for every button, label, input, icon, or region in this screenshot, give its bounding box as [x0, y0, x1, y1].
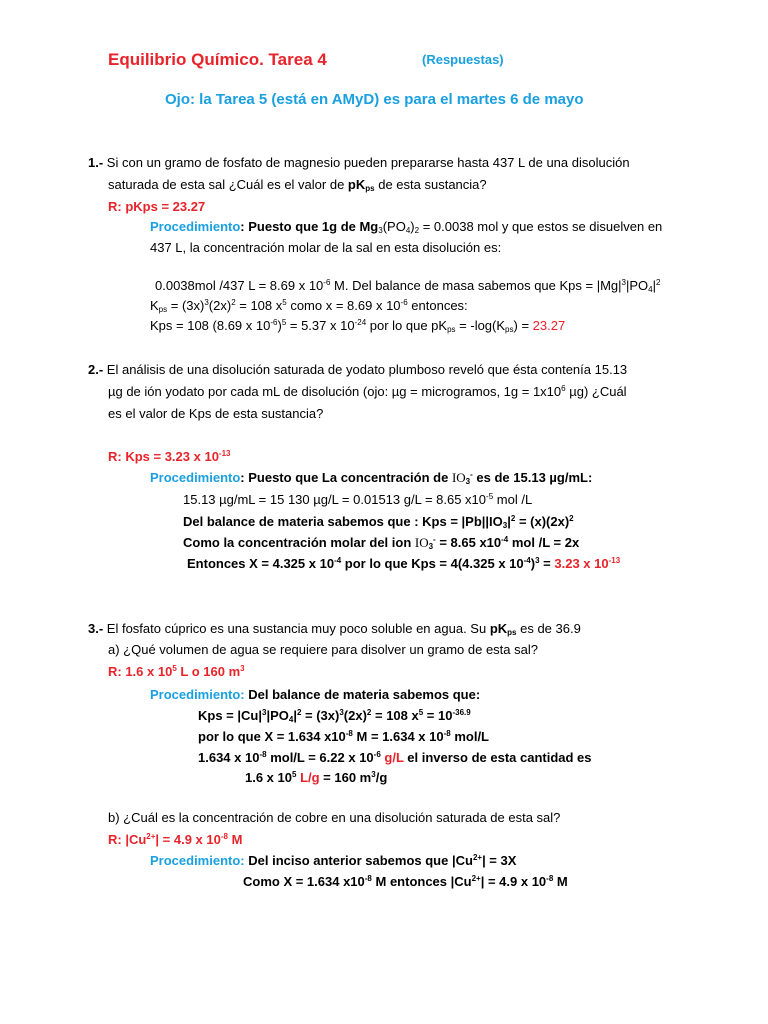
procedure-label: Procedimiento:	[150, 853, 245, 868]
calc-3-5: Como X = 1.634 $x10^{-8}$ M entonces $|Cu^{2+}| = 4.9$ x $10^{-8}$ M	[243, 874, 568, 889]
calc-3-4: 1.6 x $10^5$ L/g = 160 $m^3/g$	[245, 770, 388, 785]
answers-label: (Respuestas)	[422, 52, 504, 67]
question-number: 3.-	[88, 621, 104, 636]
question-number: 1.-	[88, 155, 104, 170]
question-2-text: 2.- El análisis de una disolución saturada de yodato plumboso reveló que ésta contenía 15.13	[88, 362, 628, 377]
question-1-text-2: saturada de esta sal ¿Cuál es el valor de $pK_{ps}$ de esta sustancia?	[108, 177, 487, 193]
calc-3-1: Kps = $|Cu|^3|PO_4|^2 = (3x)^3(2x)^2 = 108$ $x^5 = 10^{-36.9}$	[198, 708, 471, 724]
calc-1-2: $K_{ps} = (3x)^3(2x)^2 = 108$ $x^5$ como x = 8.69 x $10^{-6}$ entonces:	[150, 298, 468, 314]
question-2-text-2: µg de ión yodato por cada mL de disolución (ojo: µg = microgramos, $1g = 1x10^6$ µg) ¿Cuál	[108, 384, 627, 399]
calc-1-1: 0.0038mol /437 L = 8.69 x $10^{-6}$ M. Del balance de masa sabemos que Kps = $|Mg|^3|PO_4|^2$	[155, 278, 661, 294]
page-title: Equilibrio Químico. Tarea 4	[108, 50, 327, 69]
question-3b: b) ¿Cuál es la concentración de cobre en una disolución saturada de esta sal?	[108, 810, 561, 825]
homework-notice: Ojo: la Tarea 5 (está en AMyD) es para el martes 6 de mayo	[165, 91, 584, 108]
question-number: 2.-	[88, 362, 104, 377]
procedure-label: Procedimiento	[150, 219, 241, 234]
answer-3a: R: 1.6 x $10^5$ L o 160 $m^3$	[108, 664, 245, 679]
procedure-label: Procedimiento	[150, 470, 241, 485]
procedure-3b: Procedimiento: Del inciso anterior sabemos que $|Cu^{2+}| = 3X$	[150, 853, 517, 868]
calc-3-3: 1.634 x $10^{-8}$ mol/L = 6.22 x $10^{-6}$ g/L el inverso de esta cantidad es	[198, 750, 592, 765]
calc-2-4: Entonces X = 4.325 x $10^{-4}$ por lo que Kps = 4(4.325 x $10^{-4})^3 = 3.23$ x $10^{-13}$	[187, 556, 621, 571]
procedure-1: Procedimiento: Puesto que 1g de $Mg_3(PO_4)_2 = 0.0038$ mol y que estos se disuelven en	[150, 219, 663, 235]
calc-1-3: Kps = 108 (8.69 x $10^{-6})^5 = 5.37$ x $10^{-24}$ por lo que $pK_{ps} = -\log(K_{ps}) = 23.27$	[150, 318, 566, 334]
question-1-text: 1.- Si con un gramo de fosfato de magnesio pueden prepararse hasta 437 L de una disolución	[88, 155, 630, 170]
result-1: 23.27	[532, 318, 566, 333]
result-2: 3.23 x $10^{-13}$	[554, 556, 621, 571]
answer-3b: R: $|Cu^{2+}| = 4.9$ x $10^{-8}$ M	[108, 832, 243, 847]
answer-2: R: Kps = 3.23 x $10^{-13}$	[108, 449, 231, 464]
calc-2-2: Del balance de materia sabemos que : Kps = $|Pb||IO_3|^2 = (x)(2x)^2$	[183, 514, 574, 530]
question-2-text-3: es el valor de Kps de esta sustancia?	[108, 406, 324, 421]
calc-2-3: Como la concentración molar del ion $IO_3^- = 8.65$ $x10^{-4}$ mol /L = 2x	[183, 535, 580, 551]
procedure-3a: Procedimiento: Del balance de materia sabemos que:	[150, 687, 481, 702]
answer-1: R: pKps = 23.27	[108, 199, 206, 214]
question-3-text: 3.- El fosfato cúprico es una sustancia muy poco soluble en agua. Su $pK_{ps}$ es de 36.9	[88, 621, 581, 637]
question-3a: a) ¿Qué volumen de agua se requiere para disolver un gramo de esta sal?	[108, 642, 538, 657]
procedure-label: Procedimiento:	[150, 687, 245, 702]
procedure-1-line-2: 437 L, la concentración molar de la sal en esta disolución es:	[150, 240, 502, 255]
calc-3-2: por lo que X = 1.634 $x10^{-8}$ M = 1.634 x $10^{-8}$ mol/L	[198, 729, 489, 744]
calc-2-1: 15.13 µg/mL = 15 130 µg/L = 0.01513 g/L = 8.65 $x10^{-5}$ mol /L	[183, 492, 533, 507]
procedure-2: Procedimiento: Puesto que La concentración de $IO_3^-$ es de 15.13 µg/mL:	[150, 470, 593, 486]
